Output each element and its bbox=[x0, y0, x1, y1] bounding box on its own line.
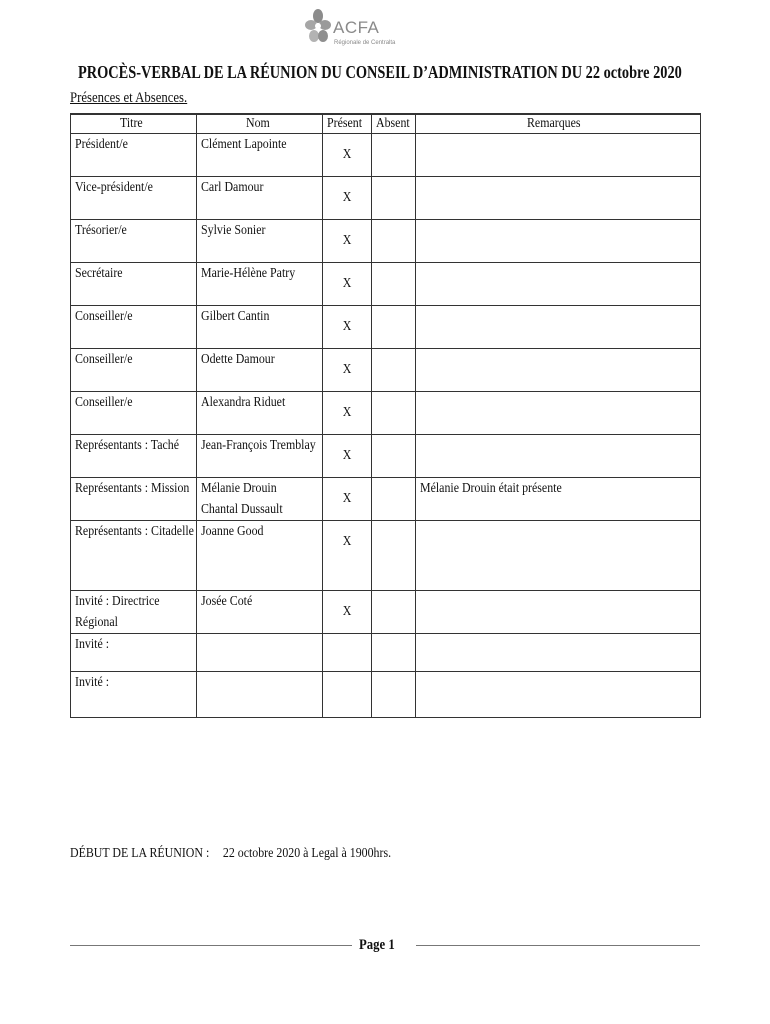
cell-nom: Sylvie Sonier bbox=[197, 220, 323, 263]
cell-remarques bbox=[416, 220, 701, 263]
cell-absent bbox=[372, 392, 416, 435]
cell-present: X bbox=[323, 134, 372, 177]
cell-nom: Mélanie Drouin Chantal Dussault bbox=[197, 478, 323, 521]
cell-titre: Représentants : Taché bbox=[71, 435, 197, 478]
cell-remarques bbox=[416, 177, 701, 220]
table-row bbox=[71, 672, 701, 718]
cell-absent bbox=[372, 478, 416, 521]
table-header-row bbox=[71, 114, 701, 134]
cell-remarques bbox=[416, 392, 701, 435]
cell-titre: Vice-président/e bbox=[71, 177, 197, 220]
cell-present: X bbox=[323, 177, 372, 220]
cell-nom: Carl Damour bbox=[197, 177, 323, 220]
cell-titre: Conseiller/e bbox=[71, 392, 197, 435]
cell-present: X bbox=[323, 263, 372, 306]
table-row bbox=[71, 521, 701, 591]
cell-present: X bbox=[323, 306, 372, 349]
cell-present: X bbox=[323, 521, 372, 591]
cell-absent bbox=[372, 634, 416, 672]
cell-absent bbox=[372, 263, 416, 306]
table-row bbox=[71, 478, 701, 521]
meeting-start-value: 22 octobre 2020 à Legal à 1900hrs. bbox=[222, 846, 392, 861]
cell-titre: Secrétaire bbox=[71, 263, 197, 306]
table-row bbox=[71, 306, 701, 349]
cell-remarques bbox=[416, 349, 701, 392]
cell-remarques bbox=[416, 634, 701, 672]
table-row bbox=[71, 134, 701, 177]
cell-present: X bbox=[323, 591, 372, 634]
cell-absent bbox=[372, 134, 416, 177]
meeting-start bbox=[70, 846, 391, 862]
cell-nom: Odette Damour bbox=[197, 349, 323, 392]
logo-tagline: Régionale de Centralta bbox=[334, 40, 396, 46]
attendance-table bbox=[70, 113, 701, 718]
cell-nom-secondary: Chantal Dussault bbox=[201, 502, 283, 517]
cell-nom bbox=[197, 672, 323, 718]
cell-nom: Marie-Hélène Patry bbox=[197, 263, 323, 306]
cell-present bbox=[323, 634, 372, 672]
cell-nom: Clément Lapointe bbox=[197, 134, 323, 177]
cell-nom: Josée Coté bbox=[197, 591, 323, 634]
table-row bbox=[71, 263, 701, 306]
cell-absent bbox=[372, 349, 416, 392]
cell-remarques bbox=[416, 435, 701, 478]
header-titre: Titre bbox=[71, 114, 197, 134]
footer-rule-left bbox=[70, 945, 352, 946]
meeting-start-label: DÉBUT DE LA RÉUNION : bbox=[70, 846, 210, 861]
cell-present: X bbox=[323, 392, 372, 435]
cell-nom: Joanne Good bbox=[197, 521, 323, 591]
cell-absent bbox=[372, 672, 416, 718]
cell-remarques bbox=[416, 591, 701, 634]
header-present: Présent bbox=[323, 114, 372, 134]
header-absent: Absent bbox=[372, 114, 416, 134]
cell-titre: Conseiller/e bbox=[71, 306, 197, 349]
cell-titre-secondary: Régional bbox=[75, 615, 118, 630]
footer-rule-right bbox=[416, 945, 700, 946]
cell-titre: Représentants : Mission bbox=[71, 478, 197, 521]
cell-titre: Conseiller/e bbox=[71, 349, 197, 392]
cell-absent bbox=[372, 306, 416, 349]
cell-present: X bbox=[323, 349, 372, 392]
page-number: Page 1 bbox=[359, 937, 395, 953]
table-row bbox=[71, 177, 701, 220]
document-title: PROCÈS-VERBAL DE LA RÉUNION DU CONSEIL D’ADMINISTRATION DU 22 octobre 2020 bbox=[78, 62, 682, 82]
table-row bbox=[71, 220, 701, 263]
cell-titre: Invité : bbox=[71, 672, 197, 718]
cell-remarques bbox=[416, 521, 701, 591]
table-row bbox=[71, 591, 701, 634]
cell-present: X bbox=[323, 220, 372, 263]
cell-remarques bbox=[416, 306, 701, 349]
cell-remarques bbox=[416, 134, 701, 177]
cell-nom: Gilbert Cantin bbox=[197, 306, 323, 349]
cell-absent bbox=[372, 177, 416, 220]
cell-remarques: Mélanie Drouin était présente bbox=[416, 478, 701, 521]
header-nom: Nom bbox=[197, 114, 323, 134]
flower-icon bbox=[305, 8, 331, 44]
cell-present bbox=[323, 672, 372, 718]
header-remarques: Remarques bbox=[416, 114, 701, 134]
cell-nom: Alexandra Riduet bbox=[197, 392, 323, 435]
table-row bbox=[71, 634, 701, 672]
cell-present: X bbox=[323, 435, 372, 478]
cell-present: X bbox=[323, 478, 372, 521]
cell-absent bbox=[372, 435, 416, 478]
table-row bbox=[71, 349, 701, 392]
acfa-logo bbox=[305, 8, 415, 54]
cell-remarques bbox=[416, 263, 701, 306]
table-row bbox=[71, 392, 701, 435]
cell-titre: Président/e bbox=[71, 134, 197, 177]
cell-absent bbox=[372, 521, 416, 591]
cell-nom: Jean-François Tremblay bbox=[197, 435, 323, 478]
cell-titre: Représentants : Citadelle bbox=[71, 521, 197, 591]
logo-brand: ACFA bbox=[333, 18, 380, 37]
cell-titre: Invité : Directrice Régional bbox=[71, 591, 197, 634]
section-subtitle: Présences et Absences. bbox=[70, 90, 188, 106]
table-row bbox=[71, 435, 701, 478]
cell-titre: Invité : bbox=[71, 634, 197, 672]
cell-absent bbox=[372, 220, 416, 263]
cell-remarques bbox=[416, 672, 701, 718]
cell-absent bbox=[372, 591, 416, 634]
cell-nom bbox=[197, 634, 323, 672]
cell-titre: Trésorier/e bbox=[71, 220, 197, 263]
